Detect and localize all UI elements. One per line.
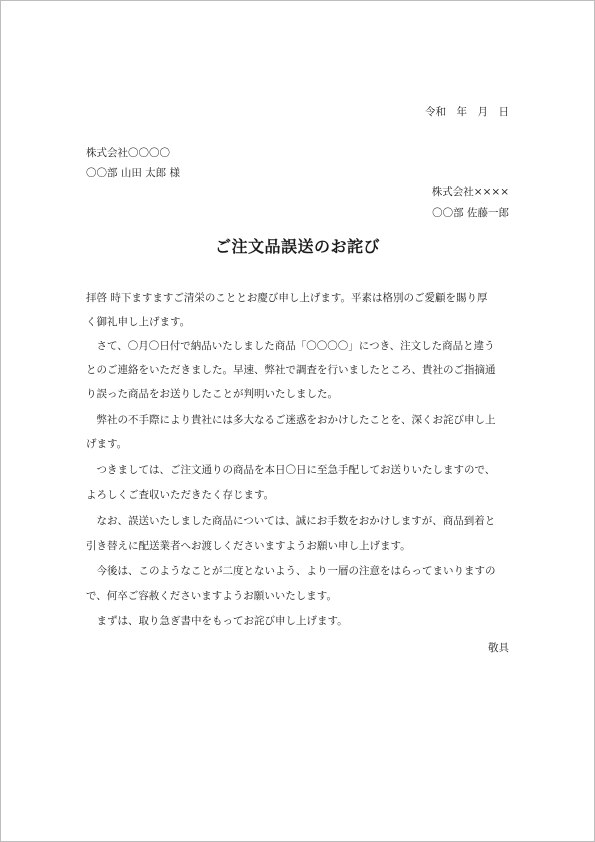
body-line: で、何卒ご容赦くださいますようお願いいたします。	[86, 590, 337, 602]
body-line: 拝啓 時下ますますご清栄のこととお慶び申し上げます。平素は格別のご愛顧を賜り厚	[86, 292, 488, 304]
page-title: ご注文品誤送のお詫び	[214, 237, 380, 256]
body-line: り誤った商品をお送りしたことが判明いたしました。	[86, 388, 338, 400]
date-line: 令和 年 月 日	[425, 106, 509, 118]
recipient-person: 〇〇部 山田 太郎 様	[86, 167, 181, 179]
body-line: よろしくご査収いただきたく存じます。	[86, 489, 275, 501]
sender-company: 株式会社××××	[431, 186, 509, 198]
closing-line: 敬具	[488, 642, 509, 654]
body-line: とのご連絡をいただきました。早速、弊社で調査を行いましたところ、貴社のご指摘通	[86, 364, 496, 376]
body-line: つきましては、ご注文通りの商品を本日〇日に至急手配してお送りいたしますので、	[96, 464, 496, 476]
recipient-company: 株式会社〇〇〇〇	[86, 147, 170, 159]
body-line: まずは、取り急ぎ書中をもってお詫び申し上げます。	[96, 615, 348, 627]
sender-person: 〇〇部 佐藤一郎	[432, 207, 509, 219]
body-line: 弊社の不手際により貴社には多大なるご迷惑をおかけしたことを、深くお詫び申し上	[96, 414, 496, 426]
body-line: なお、誤送いたしました商品については、誠にお手数をおかけしますが、商品到着と	[96, 515, 496, 527]
body-line: さて、〇月〇日付で納品いたしました商品「〇〇〇〇」につき、注文した商品と違う	[96, 340, 495, 352]
body-line: 今後は、このようなことが二度とないよう、より一層の注意をはらってまいりますの	[96, 565, 496, 577]
body-line: く御礼申し上げます。	[86, 316, 191, 328]
body-line: 引き替えに配送業者へお渡しくださいますようお願い申し上げます。	[86, 540, 411, 552]
body-line: げます。	[86, 438, 128, 450]
